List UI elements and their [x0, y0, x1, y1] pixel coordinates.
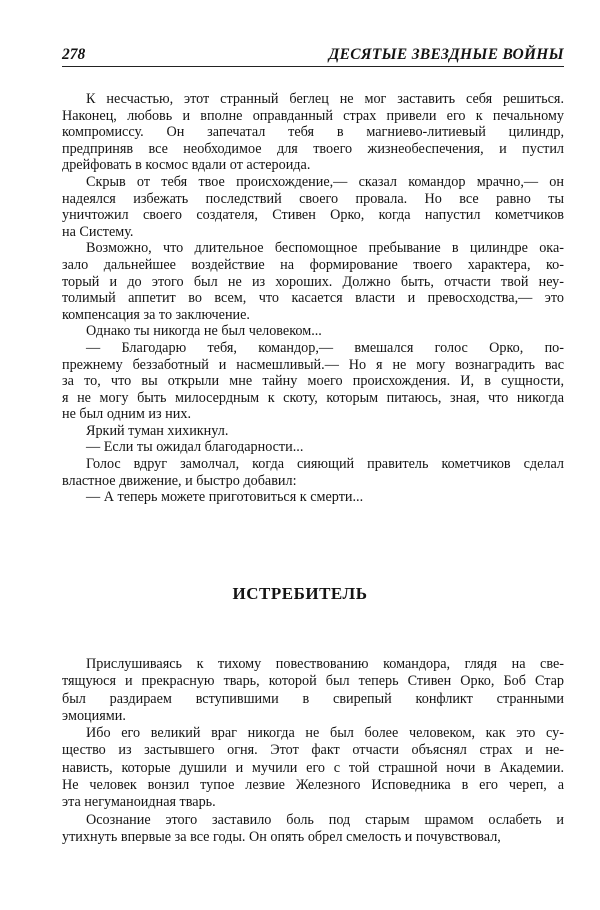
text-line: щество из застывшего огня. Этот факт отчасти объяснял страх и не- — [62, 742, 564, 759]
text-line: Наконец, любовь и вполне оправданный страх привели его к печальному — [62, 107, 564, 124]
paragraph — [62, 656, 564, 725]
page-number: 278 — [62, 46, 86, 63]
paragraph — [62, 174, 564, 240]
paragraph — [62, 423, 564, 440]
text-line: зало дальнейшее воздействие на формирование твоего характера, ко- — [62, 256, 564, 273]
section-text-2 — [62, 656, 564, 846]
text-line: Скрыв от тебя твое происхождение,— сказал командор мрачно,— он — [86, 173, 564, 190]
paragraph — [62, 240, 564, 323]
paragraph — [62, 489, 564, 506]
text-line: эта негуманоидная тварь. — [62, 794, 216, 811]
text-line: нависть, которые душили и мучили его с той страшной ночи в Академии. — [62, 759, 564, 776]
paragraph — [62, 456, 564, 489]
text-line: Яркий туман хихикнул. — [86, 422, 229, 439]
text-line: уничтожил своего создателя, Стивен Орко, когда напустил кометчиков — [62, 207, 564, 224]
paragraph — [62, 91, 564, 174]
text-line: толимый аппетит во всем, что касается власти и превосходства,— это — [62, 290, 564, 307]
section-text-1 — [62, 91, 564, 506]
text-line: Осознание этого заставило боль под старым шрамом ослабеть и — [86, 811, 564, 828]
paragraph — [62, 725, 564, 811]
text-line: тящуюся и прекрасную тварь, которой был теперь Стивен Орко, Боб Стар — [62, 673, 564, 690]
text-line: утихнуть впервые за все годы. Он опять обрел смелость и почувствовал, — [62, 828, 501, 845]
paragraph — [62, 439, 564, 456]
running-title: ДЕСЯТЫЕ ЗВЕЗДНЫЕ ВОЙНЫ — [328, 46, 564, 63]
text-line: предприняв все необходимое для твоего жизнеобеспечения, и пустил — [62, 140, 564, 157]
text-line: Голос вдруг замолчал, когда сияющий правитель кометчиков сделал — [86, 456, 564, 473]
text-line: — Благодарю тебя, командор,— вмешался голос Орко, по- — [86, 339, 564, 356]
text-line: властное движение, и быстро добавил: — [62, 472, 297, 489]
text-line: эмоциями. — [62, 707, 126, 724]
paragraph — [62, 812, 564, 847]
text-line: компромиссу. Он запечатал тебя в магниево-литиевый цилиндр, — [62, 124, 564, 141]
text-line: Возможно, что длительное беспомощное пребывание в цилиндре ока- — [86, 240, 564, 257]
text-line: Однако ты никогда не был человеком... — [86, 323, 322, 340]
text-line: я не могу быть милосердным к скоту, которым питаюсь, зная, что никогда — [62, 389, 564, 406]
chapter-title: ИСТРЕБИТЕЛЬ — [232, 584, 368, 603]
text-line: — А теперь можете приготовиться к смерти... — [86, 489, 364, 506]
text-line: Не человек вонзил тупое лезвие Железного Исповедника в его череп, а — [62, 777, 564, 794]
text-line: был раздираем вступившими в свирепый конфликт странными — [62, 690, 564, 707]
text-line: не был одним из них. — [62, 406, 191, 423]
text-line: дрейфовать в космос вдали от астероида. — [62, 157, 311, 174]
text-line: Прислушиваясь к тихому повествованию командора, глядя на све- — [86, 656, 564, 672]
text-line: компенсация за то заключение. — [62, 306, 250, 323]
text-line: — Если ты ожидал благодарности... — [86, 439, 304, 456]
paragraph — [62, 323, 564, 340]
text-line: надеялся избежать последствий своего провала. Но все равно ты — [62, 190, 564, 207]
text-line: за то, что вы открыли мне тайну моего происхождения. И, в сущности, — [62, 373, 564, 390]
text-line: Ибо его великий враг никогда не был более человеком, как это су- — [86, 725, 564, 742]
running-header — [62, 44, 564, 67]
text-line: К несчастью, этот странный беглец не мог заставить себя решиться. — [86, 91, 564, 107]
text-line: на Систему. — [62, 223, 134, 240]
paragraph — [62, 340, 564, 423]
text-line: прежнему беззаботный и насмешливый.— Но я не могу вознаградить вас — [62, 356, 564, 373]
text-line: торый и до этого был не из хороших. Должно быть, отчасти твой неу- — [62, 273, 564, 290]
